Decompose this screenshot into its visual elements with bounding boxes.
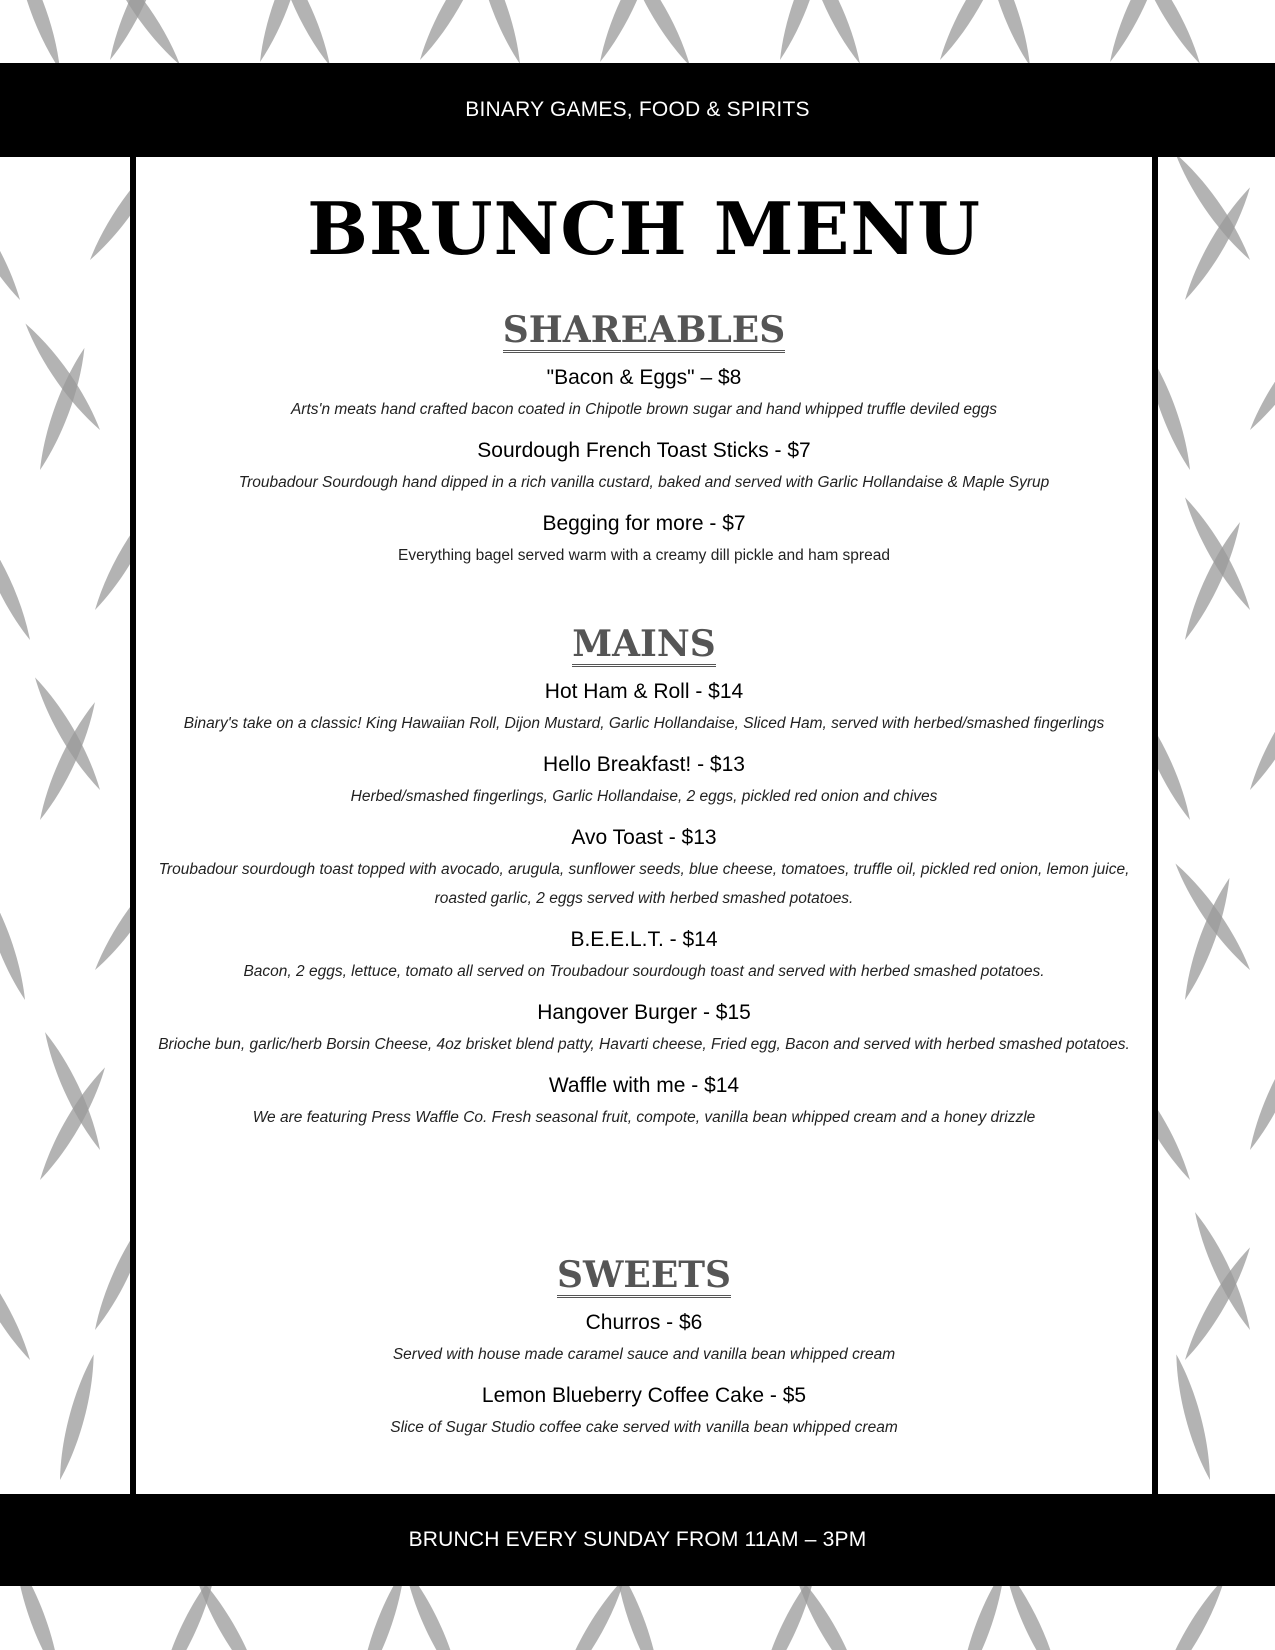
item-description: We are featuring Press Waffle Co. Fresh seasonal fruit, compote, vanilla bean whipped cream and a honey drizzle (252, 1109, 1036, 1126)
item-name: B.E.E.L.T. - $14 (570, 928, 718, 951)
menu-item (136, 925, 1152, 986)
item-name: Hot Ham & Roll - $14 (544, 680, 744, 703)
item-name: Waffle with me - $14 (548, 1074, 740, 1097)
item-name: Lemon Blueberry Coffee Cake - $5 (481, 1384, 807, 1407)
menu-item (136, 823, 1152, 913)
menu-item (136, 363, 1152, 424)
item-description: Arts'n meats hand crafted bacon coated in Chipotle brown sugar and hand whipped truffle deviled eggs (290, 401, 998, 418)
item-description: Bacon, 2 eggs, lettuce, tomato all served on Troubadour sourdough toast and served with herbed smashed potatoes. (243, 963, 1045, 980)
item-name: "Bacon & Eggs" – $8 (546, 366, 742, 389)
menu-item (136, 1381, 1152, 1442)
section-heading: MAINS (572, 623, 716, 665)
menu-item (136, 509, 1152, 570)
item-name: Hangover Burger - $15 (537, 1001, 751, 1024)
menu-item (136, 998, 1152, 1059)
item-description: Brioche bun, garlic/herb Borsin Cheese, 4oz brisket blend patty, Havarti cheese, Fried egg, Bacon and served with herbed smashed potatoes. (158, 1036, 1130, 1053)
item-description: Herbed/smashed fingerlings, Garlic Hollandaise, 2 eggs, pickled red onion and chives (350, 788, 938, 805)
header-bar (0, 63, 1275, 157)
page-title: BRUNCH MENU (307, 186, 981, 271)
item-name: Churros - $6 (585, 1311, 703, 1334)
item-description: Binary's take on a classic! King Hawaiian Roll, Dijon Mustard, Garlic Hollandaise, Sliced Ham, served with herbed/smashed fingerlings (183, 715, 1105, 732)
item-name: Hello Breakfast! - $13 (543, 753, 745, 776)
footer-bar (0, 1494, 1275, 1586)
menu-item (136, 436, 1152, 497)
item-description: Slice of Sugar Studio coffee cake served with vanilla bean whipped cream (390, 1419, 898, 1436)
section-heading: SWEETS (556, 1254, 732, 1296)
menu-panel (130, 157, 1158, 1494)
item-description: Troubadour Sourdough hand dipped in a rich vanilla custard, baked and served with Garlic Hollandaise & Maple Syrup (238, 474, 1050, 491)
leaf-cluster-top (8, 0, 1206, 73)
item-name: Avo Toast - $13 (571, 826, 717, 849)
brunch-hours: BRUNCH EVERY SUNDAY FROM 11AM – 3PM (408, 1528, 867, 1551)
section-shareables (136, 310, 1152, 582)
item-description: Served with house made caramel sauce and vanilla bean whipped cream (392, 1346, 896, 1363)
item-name: Sourdough French Toast Sticks - $7 (477, 439, 811, 462)
restaurant-name: BINARY GAMES, FOOD & SPIRITS (465, 98, 810, 121)
item-description: Troubadour sourdough toast topped with avocado, arugula, sunflower seeds, blue cheese, tomatoes, truffle oil, pickled red onion, lemon juice, roasted garlic, 2 eggs served with herbed smashed potatoes. (158, 861, 1130, 907)
menu-item (136, 1308, 1152, 1369)
section-heading: SHAREABLES (502, 309, 786, 351)
menu-item (136, 750, 1152, 811)
menu-item (136, 677, 1152, 738)
menu-item (136, 1071, 1152, 1132)
section-mains (136, 624, 1152, 1144)
item-name: Begging for more - $7 (542, 512, 746, 535)
section-sweets (136, 1255, 1152, 1454)
item-description: Everything bagel served warm with a creamy dill pickle and ham spread (398, 547, 890, 564)
